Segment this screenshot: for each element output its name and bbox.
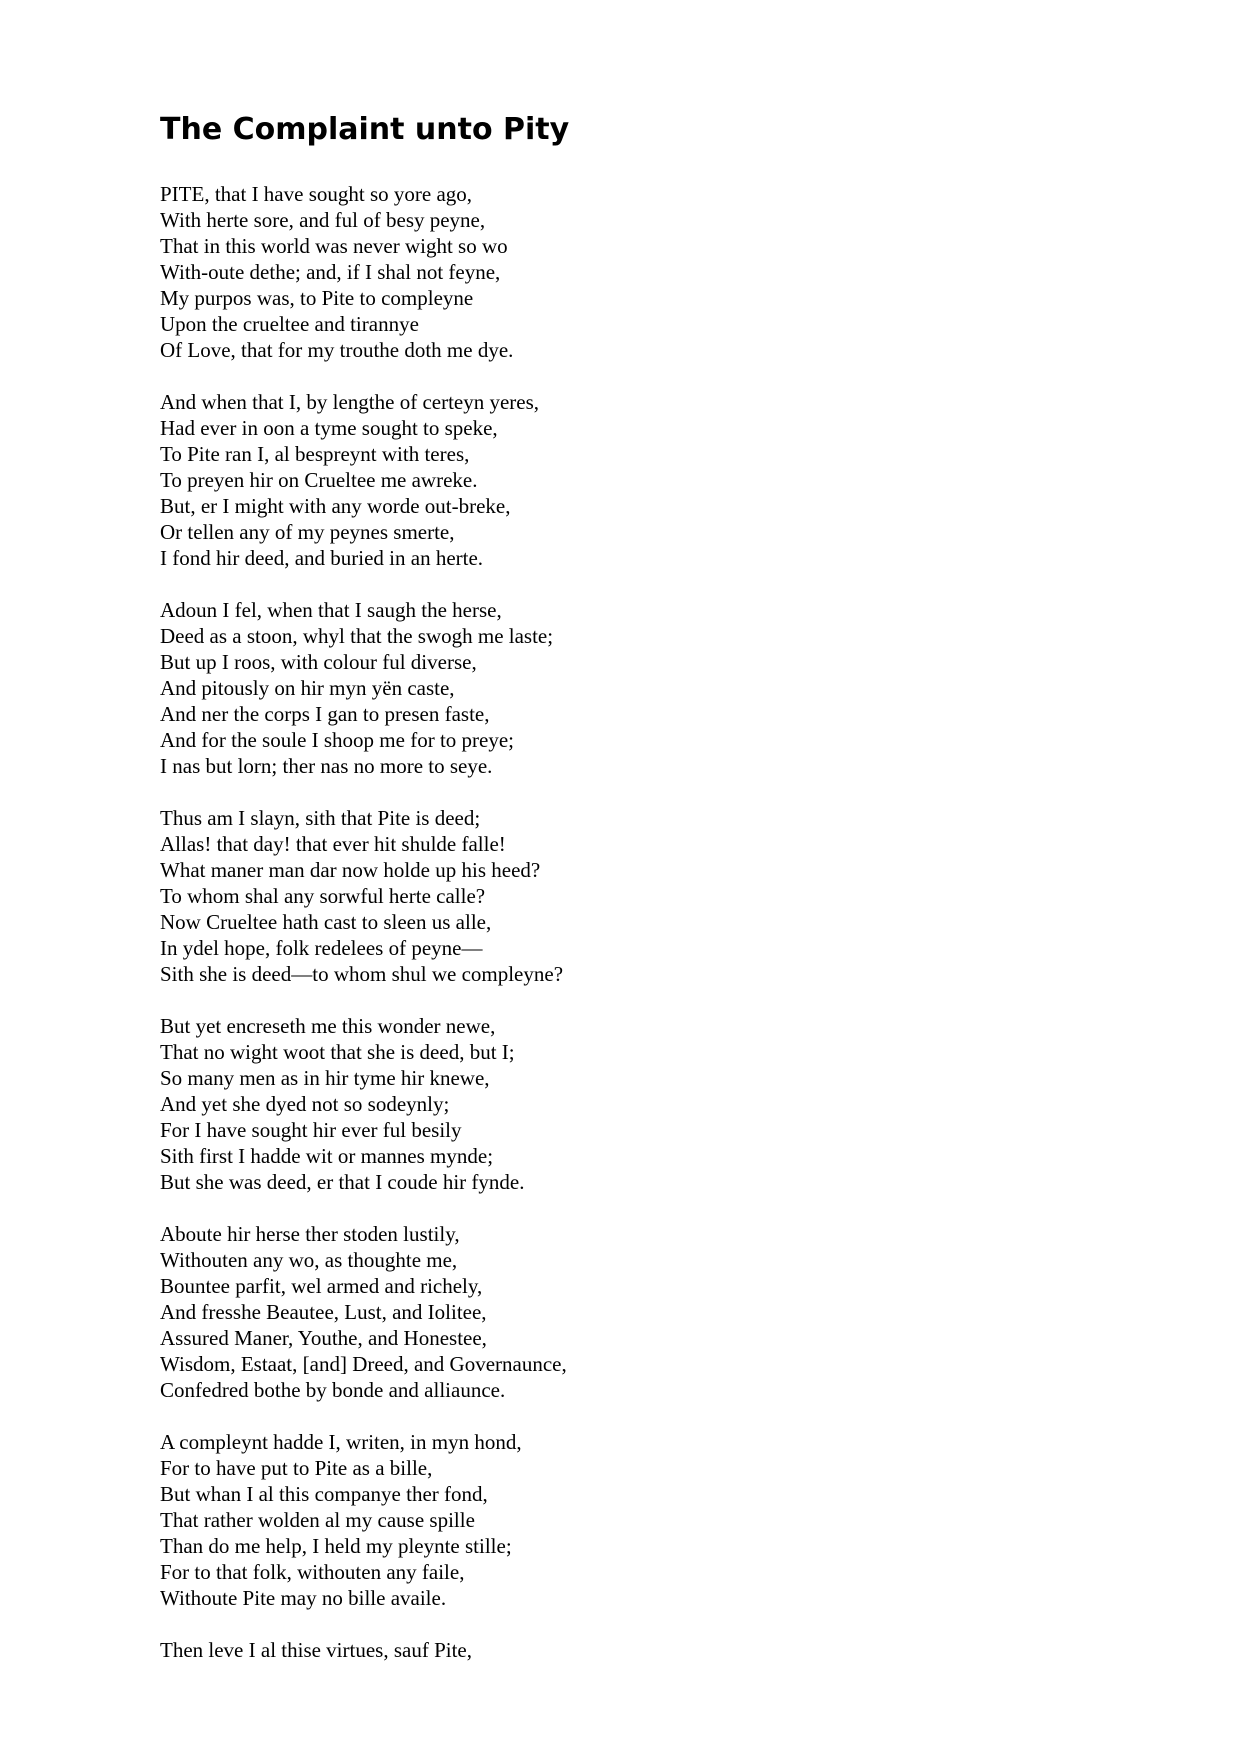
poem-line: Upon the crueltee and tirannye <box>160 312 419 336</box>
poem-line: And yet she dyed not so sodeynly; <box>160 1092 450 1116</box>
poem-line: For I have sought hir ever ful besily <box>160 1118 462 1142</box>
poem-line: I nas but lorn; ther nas no more to seye. <box>160 754 493 778</box>
poem-body <box>160 181 1060 1689</box>
poem-line: I fond hir deed, and buried in an herte. <box>160 546 484 570</box>
poem-line: And when that I, by lengthe of certeyn yeres, <box>160 390 540 414</box>
stanza-2 <box>160 389 1060 571</box>
poem-line: But yet encreseth me this wonder newe, <box>160 1014 496 1038</box>
poem-line: To whom shal any sorwful herte calle? <box>160 884 486 908</box>
poem-line: Withouten any wo, as thoughte me, <box>160 1248 458 1272</box>
poem-line: That rather wolden al my cause spille <box>160 1508 475 1532</box>
stanza-5 <box>160 1013 1060 1195</box>
poem-line: For to that folk, withouten any faile, <box>160 1560 465 1584</box>
stanza-4 <box>160 805 1060 987</box>
poem-line: For to have put to Pite as a bille, <box>160 1456 433 1480</box>
stanza-7 <box>160 1429 1060 1611</box>
stanza-6 <box>160 1221 1060 1403</box>
poem-line: And ner the corps I gan to presen faste, <box>160 702 490 726</box>
poem-line: Of Love, that for my trouthe doth me dye. <box>160 338 514 362</box>
poem-line: My purpos was, to Pite to compleyne <box>160 286 474 310</box>
poem-line: Adoun I fel, when that I saugh the herse, <box>160 598 502 622</box>
poem-line: Withoute Pite may no bille availe. <box>160 1586 447 1610</box>
poem-line: But whan I al this companye ther fond, <box>160 1482 488 1506</box>
poem-line: So many men as in hir tyme hir knewe, <box>160 1066 490 1090</box>
poem-line: To Pite ran I, al bespreynt with teres, <box>160 442 470 466</box>
poem-line: What maner man dar now holde up his heed? <box>160 858 541 882</box>
poem-line: Wisdom, Estaat, [and] Dreed, and Governaunce, <box>160 1352 567 1376</box>
poem-line: And for the soule I shoop me for to preye; <box>160 728 514 752</box>
poem-line: Now Crueltee hath cast to sleen us alle, <box>160 910 492 934</box>
poem-line: Sith she is deed—to whom shul we compleyne? <box>160 962 564 986</box>
poem-line: And fresshe Beautee, Lust, and Iolitee, <box>160 1300 487 1324</box>
poem-line: Or tellen any of my peynes smerte, <box>160 520 455 544</box>
poem-line: Than do me help, I held my pleynte stille; <box>160 1534 512 1558</box>
poem-line: Bountee parfit, wel armed and richely, <box>160 1274 483 1298</box>
stanza-1 <box>160 181 1060 363</box>
poem-line: A compleynt hadde I, writen, in myn hond, <box>160 1430 522 1454</box>
poem-line: Assured Maner, Youthe, and Honestee, <box>160 1326 487 1350</box>
poem-line: Confedred bothe by bonde and alliaunce. <box>160 1378 506 1402</box>
stanza-8 <box>160 1637 1060 1663</box>
poem-line: With herte sore, and ful of besy peyne, <box>160 208 486 232</box>
poem-line: To preyen hir on Crueltee me awreke. <box>160 468 478 492</box>
document-title: The Complaint unto Pity <box>160 112 570 147</box>
poem-line: That in this world was never wight so wo <box>160 234 508 258</box>
poem-line: And pitously on hir myn yën caste, <box>160 676 455 700</box>
poem-line: PITE, that I have sought so yore ago, <box>160 182 473 206</box>
poem-line: In ydel hope, folk redelees of peyne— <box>160 936 483 960</box>
poem-line: With-oute dethe; and, if I shal not feyne, <box>160 260 501 284</box>
poem-line: But, er I might with any worde out-breke, <box>160 494 511 518</box>
poem-line: Had ever in oon a tyme sought to speke, <box>160 416 498 440</box>
poem-line: But up I roos, with colour ful diverse, <box>160 650 477 674</box>
poem-line: Allas! that day! that ever hit shulde falle! <box>160 832 506 856</box>
poem-line: Then leve I al thise virtues, sauf Pite, <box>160 1638 472 1662</box>
stanza-3 <box>160 597 1060 779</box>
poem-line: That no wight woot that she is deed, but I; <box>160 1040 515 1064</box>
poem-line: But she was deed, er that I coude hir fynde. <box>160 1170 525 1194</box>
poem-line: Thus am I slayn, sith that Pite is deed; <box>160 806 481 830</box>
poem-line: Sith first I hadde wit or mannes mynde; <box>160 1144 494 1168</box>
poem-line: Aboute hir herse ther stoden lustily, <box>160 1222 460 1246</box>
poem-line: Deed as a stoon, whyl that the swogh me laste; <box>160 624 554 648</box>
